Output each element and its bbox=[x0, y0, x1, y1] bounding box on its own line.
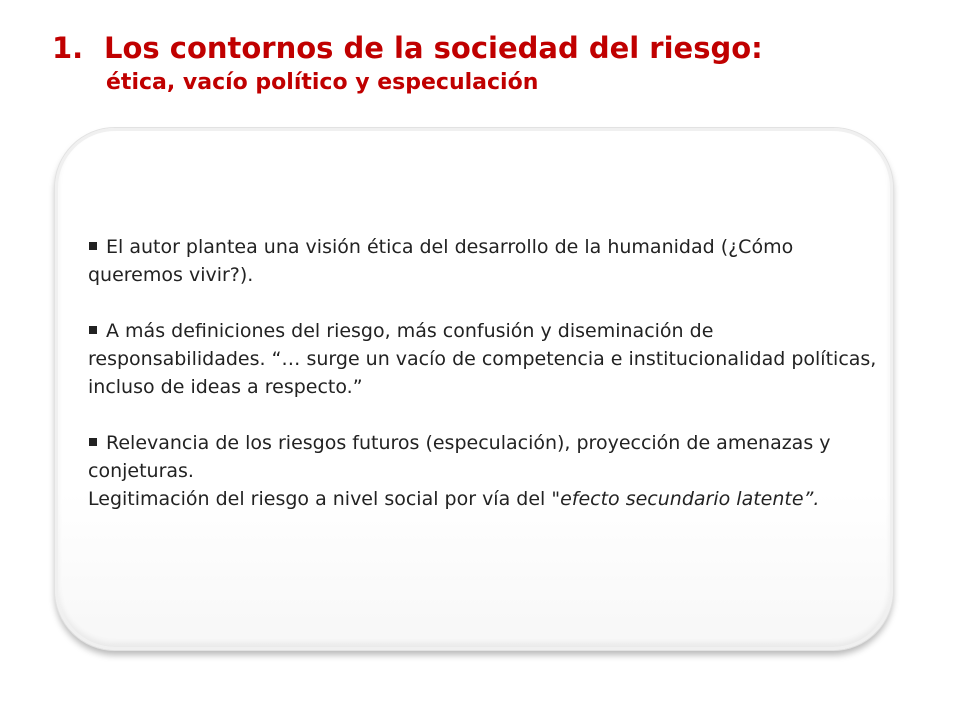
extra-text: Legitimación del riesgo a nivel social por vía del bbox=[88, 488, 552, 510]
bullet-text-3: Relevancia de los riesgos futuros (especulación), proyección de amenazas y conjeturas. bbox=[88, 432, 831, 482]
extra-italic-text: "efecto secundario latente”. bbox=[551, 488, 820, 510]
bullet-paragraph-1 bbox=[88, 233, 878, 289]
square-bullet-icon bbox=[89, 242, 97, 250]
bullet-paragraph-2 bbox=[88, 317, 878, 401]
square-bullet-icon bbox=[89, 438, 97, 446]
bullet-paragraph-3 bbox=[88, 429, 878, 513]
title-line-1 bbox=[52, 28, 763, 68]
slide-title bbox=[52, 28, 763, 98]
title-subtitle: ética, vacío político y especulación bbox=[106, 70, 539, 95]
content-text bbox=[88, 233, 878, 513]
bullet-text-1: El autor plantea una visión ética del desarrollo de la humanidad (¿Cómo queremos vivir?). bbox=[88, 236, 794, 286]
title-number: 1. bbox=[52, 31, 84, 65]
square-bullet-icon bbox=[89, 326, 97, 334]
bullet-text-2: A más definiciones del riesgo, más confusión y diseminación de responsabilidades. “… surge un vacío de competencia e institucionalidad políticas, incluso de ideas a respecto.” bbox=[88, 320, 877, 398]
title-main-text: Los contornos de la sociedad del riesgo: bbox=[104, 31, 763, 65]
